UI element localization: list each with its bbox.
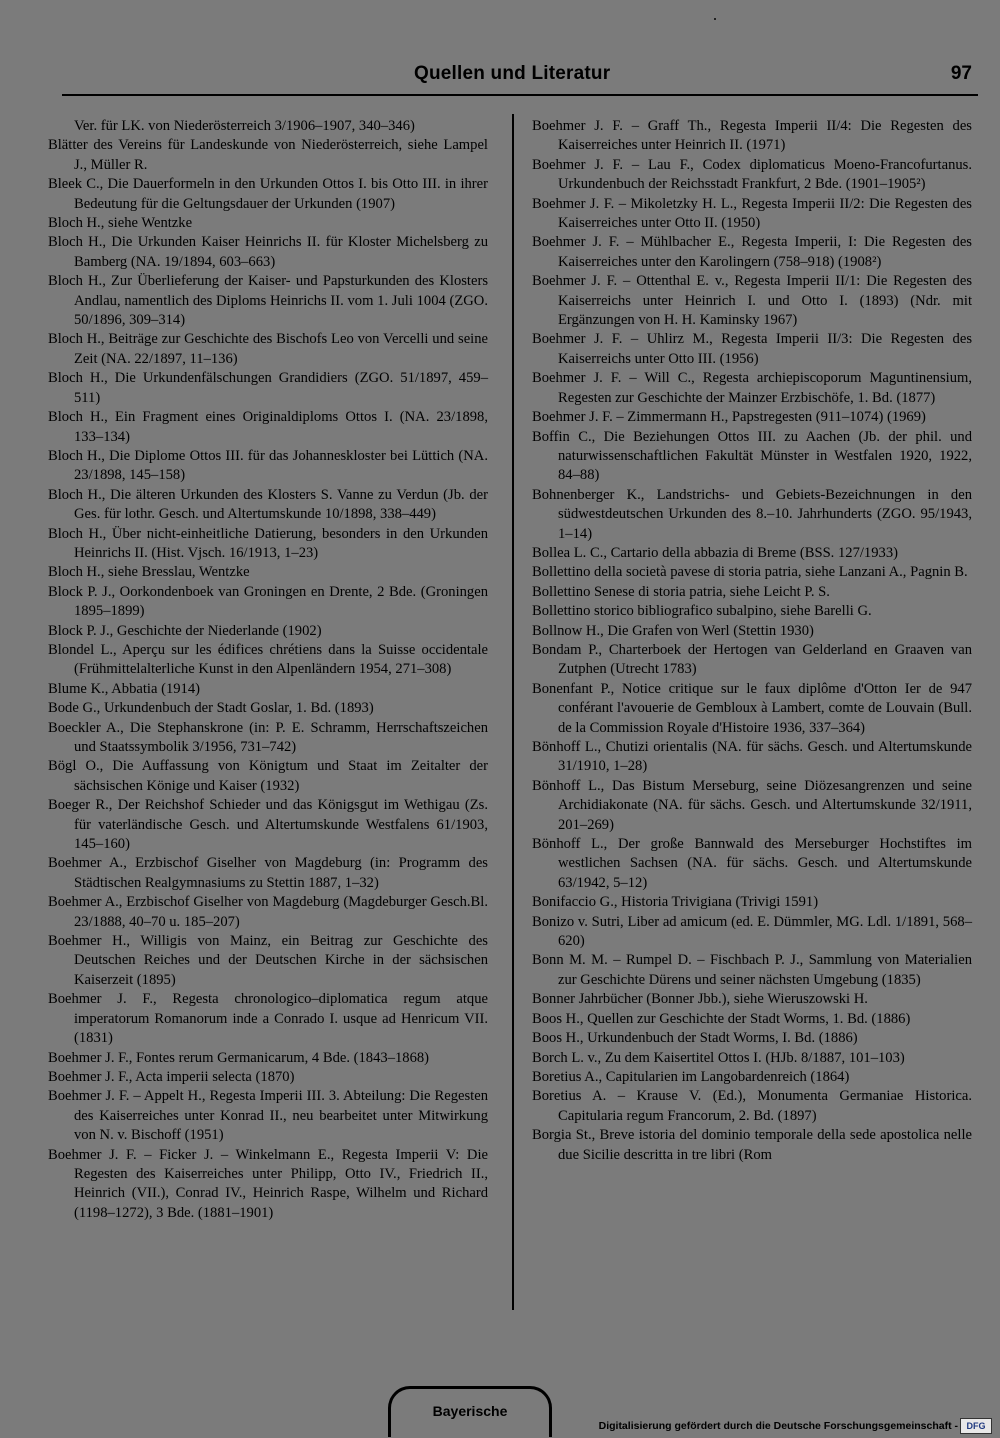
bibliography-entry: Bloch H., Über nicht-einheitliche Datierung, besonders in den Urkunden Heinrichs II. (Hist. Vjsch. 16/1913, 1–23) <box>48 525 488 561</box>
bibliography-entry: Boehmer J. F. – Mikoletzky H. L., Regesta Imperii II/2: Die Regesten des Kaiserreiches unter Otto II. (1950) <box>532 195 972 232</box>
bibliography-entry: Ver. für LK. von Niederösterreich 3/1906–1907, 340–346) <box>74 118 415 134</box>
right-column <box>532 117 972 1165</box>
bibliography-entry: Bönhoff L., Das Bistum Merseburg, seine Diözesangrenzen und seine Archidiakonate (NA. für sächs. Gesch. und Altertumskunde 32/1911, 201–269) <box>532 777 972 833</box>
bibliography-entry: Bollettino Senese di storia patria, siehe Leicht P. S. <box>532 583 830 600</box>
bibliography-entry: Bonner Jahrbücher (Bonner Jbb.), siehe Wieruszowski H. <box>532 991 868 1008</box>
bibliography-entry: Boehmer J. F. – Graff Th., Regesta Imperii II/4: Die Regesten des Kaiserreiches unter Heinrich II. (1971) <box>532 118 972 154</box>
bibliography-entry: Boehmer J. F. – Ficker J. – Winkelmann E., Regesta Imperii V: Die Regesten des Kaiserreiches unter Philipp, Otto IV., Friedrich II., Heinrich (VII.), Conrad IV., Heinrich Raspe, Wilhelm und Richard (1198–1272), 3 Bde. (1881–1901) <box>48 1146 488 1221</box>
bibliography-entry: Borgia St., Breve istoria del dominio temporale della sede apostolica nelle due Sicilie descritta in tre libri (Rom <box>532 1127 972 1163</box>
bibliography-entry: Boehmer J. F., Regesta chronologico–diplomatica regum atque imperatorum Romanorum inde a Conrado I. usque ad Henricum VII. (1831) <box>48 991 488 1047</box>
bibliography-entry: Boehmer J. F. – Will C., Regesta archiepiscoporum Maguntinensium, Regesten zur Geschichte der Mainzer Erzbischöfe, 1. Bd. (1877) <box>532 370 972 406</box>
bibliography-entry: Boretius A., Capitularien im Langobardenreich (1864) <box>532 1068 850 1085</box>
bibliography-entry: Bloch H., Ein Fragment eines Originaldiploms Ottos I. (NA. 23/1898, 133–134) <box>48 409 488 445</box>
scan-speck <box>714 18 716 20</box>
page-number: 97 <box>950 63 972 84</box>
bibliography-entry: Bonizo v. Sutri, Liber ad amicum (ed. E. Dümmler, MG. Ldl. 1/1891, 568–620) <box>532 913 972 950</box>
bibliography-entry: Boehmer J. F. – Lau F., Codex diplomaticus Moeno-Francofurtanus. Urkundenbuch der Reichsstadt Frankfurt, 2 Bde. (1901–1905²) <box>532 156 972 193</box>
column-divider <box>512 114 514 1310</box>
bibliography-entry: Boehmer J. F. – Uhlirz M., Regesta Imperii II/3: Die Regesten des Kaiserreichs unter Otto III. (1956) <box>532 331 972 367</box>
bibliography-entry: Bollnow H., Die Grafen von Werl (Stettin 1930) <box>532 622 814 639</box>
bibliography-entry: Block P. J., Geschichte der Niederlande (1902) <box>48 622 322 639</box>
bibliography-entry: Bloch H., siehe Wentzke <box>48 215 193 232</box>
bibliography-entry: Blondel L., Aperçu sur les édifices chrétiens dans la Suisse occidentale (Frühmittelalterliche Kunst in den Alpenländern 1954, 271–308) <box>48 641 488 678</box>
bibliography-entry: Bloch H., Die Urkundenfälschungen Grandidiers (ZGO. 51/1897, 459–511) <box>48 370 488 406</box>
bibliography-entry: Bleek C., Die Dauerformeln in den Urkunden Ottos I. bis Otto III. in ihrer Bedeutung für die Geltungsdauer der Urkunden (1907) <box>48 176 488 212</box>
stamp-label: Bayerische <box>432 1403 508 1419</box>
bibliography-entry: Boehmer A., Erzbischof Giselher von Magdeburg (Magdeburger Gesch.Bl. 23/1888, 40–70 u. 185–207) <box>48 894 488 930</box>
dfg-logo: DFG <box>960 1418 992 1434</box>
bibliography-entry: Boehmer J. F. – Appelt H., Regesta Imperii III. 3. Abteilung: Die Regesten des Kaiserreiches unter Konrad II., neu bearbeitet unter Mitwirkung von N. v. Bischoff (1951) <box>48 1088 488 1144</box>
bibliography-entry: Block P. J., Oorkondenboek van Groningen en Drente, 2 Bde. (Groningen 1895–1899) <box>48 583 488 620</box>
bibliography-entry: Blätter des Vereins für Landeskunde von Niederösterreich, siehe Lampel J., Müller R. <box>48 137 488 173</box>
bibliography-entry: Bollettino della società pavese di storia patria, siehe Lanzani A., Pagnin B. <box>532 564 968 581</box>
bibliography-entry: Bloch H., siehe Bresslau, Wentzke <box>48 564 250 581</box>
bibliography-entry: Boehmer J. F., Acta imperii selecta (1870) <box>48 1068 295 1085</box>
bibliography-entry: Boffin C., Die Beziehungen Ottos III. zu Aachen (Jb. der phil. und naturwissenschaftlichen Fakultät Münster in Westfalen 1920, 1922, 84–88) <box>532 428 972 484</box>
bibliography-entry: Bögl O., Die Auffassung von Königtum und Staat im Zeitalter der sächsischen Könige und Kaiser (1932) <box>48 758 488 794</box>
bibliography-entry: Borch L. v., Zu dem Kaisertitel Ottos I. (HJb. 8/1887, 101–103) <box>532 1049 905 1066</box>
bibliography-entry: Boehmer J. F. – Ottenthal E. v., Regesta Imperii II/1: Die Regesten des Kaiserreichs unter Heinrich I. und Otto I. (1893) (Ndr. mit Ergänzungen von H. H. Kaminsky 1967) <box>532 273 972 329</box>
bibliography-entry: Boehmer H., Willigis von Mainz, ein Beitrag zur Geschichte des Deutschen Reiches und der Deutschen Kirche in der sächsischen Kaiserzeit (1895) <box>48 933 488 988</box>
digitization-footer: Digitalisierung gefördert durch die Deutsche Forschungsgemeinschaft - <box>598 1420 958 1432</box>
bibliography-entry: Boehmer J. F., Fontes rerum Germanicarum, 4 Bde. (1843–1868) <box>48 1049 430 1066</box>
bibliography-entry: Bollea L. C., Cartario della abbazia di Breme (BSS. 127/1933) <box>532 544 898 561</box>
bibliography-entry: Boehmer J. F. – Mühlbacher E., Regesta Imperii, I: Die Regesten des Kaiserreiches unter den Karolingern (758–918) (1908²) <box>532 234 972 270</box>
bibliography-entry: Bonenfant P., Notice critique sur le faux diplôme d'Otton Ier de 947 conférant l'avouerie de Gembloux à Lambert, comte de Louvain (Bull. de la Commission Royale d'Histoire 1936, 337–364) <box>532 680 972 736</box>
bibliography-entry: Bonn M. M. – Rumpel D. – Fischbach P. J., Sammlung von Materialien zur Geschichte Dürens und seiner nächsten Umgebung (1835) <box>532 952 972 988</box>
bibliography-entry: Bondam P., Charterboek der Hertogen van Gelderland en Graaven van Zutphen (Utrecht 1783) <box>532 641 972 678</box>
bibliography-entry: Boos H., Quellen zur Geschichte der Stadt Worms, 1. Bd. (1886) <box>532 1010 911 1027</box>
bibliography-entry: Boehmer J. F. – Zimmermann H., Papstregesten (911–1074) (1969) <box>532 409 926 426</box>
bibliography-entry: Boehmer A., Erzbischof Giselher von Magdeburg (in: Programm des Städtischen Realgymnasiums zu Stettin 1887, 1–32) <box>48 855 488 891</box>
bibliography-entry: Boretius A. – Krause V. (Ed.), Monumenta Germaniae Historica. Capitularia regum Francorum, 2. Bd. (1897) <box>532 1088 972 1124</box>
bibliography-entry: Bonifaccio G., Historia Trivigiana (Trivigi 1591) <box>532 894 819 911</box>
bibliography-entry: Bönhoff L., Chutizi orientalis (NA. für sächs. Gesch. und Altertumskunde 31/1910, 1–28) <box>532 739 972 775</box>
left-column <box>48 117 488 1223</box>
bibliography-entry: Bloch H., Die älteren Urkunden des Klosters S. Vanne zu Verdun (Jb. der Ges. für lothr. Gesch. und Altertumskunde 10/1898, 338–449) <box>48 486 488 523</box>
bibliography-entry: Bloch H., Die Urkunden Kaiser Heinrichs II. für Kloster Michelsberg zu Bamberg (NA. 19/1894, 603–663) <box>48 234 488 270</box>
bibliography-entry: Boeger R., Der Reichshof Schieder und das Königsgut im Wethigau (Zs. für vaterländische Gesch. und Altertumskunde Westfalens 61/1903, 145–160) <box>48 797 488 853</box>
bibliography-entry: Boeckler A., Die Stephanskrone (in: P. E. Schramm, Herrschaftszeichen und Staatssymbolik 3/1956, 731–742) <box>48 719 488 755</box>
bibliography-entry: Bode G., Urkundenbuch der Stadt Goslar, 1. Bd. (1893) <box>48 700 374 717</box>
page-title: Quellen und Literatur <box>414 63 611 84</box>
bibliography-entry: Bloch H., Die Diplome Ottos III. für das Johanneskloster bei Lüttich (NA. 23/1898, 145–158) <box>48 447 488 484</box>
bibliography-entry: Bönhoff L., Der große Bannwald des Merseburger Hochstiftes im westlichen Sachsen (NA. für sächs. Gesch. und Altertumskunde 63/1942, 5–12) <box>532 836 972 891</box>
bibliography-entry: Bollettino storico bibliografico subalpino, siehe Barelli G. <box>532 603 872 620</box>
bibliography-entry: Bohnenberger K., Landstrichs- und Gebiets-Bezeichnungen in den südwestdeutschen Urkunden des 8.–10. Jahrhunderts (ZGO. 95/1943, 1–14) <box>532 486 972 542</box>
bibliography-entry: Blume K., Abbatia (1914) <box>48 680 200 697</box>
library-stamp <box>388 1386 552 1437</box>
bibliography-entry: Bloch H., Beiträge zur Geschichte des Bischofs Leo von Vercelli und seine Zeit (NA. 22/1897, 11–136) <box>48 331 488 367</box>
bibliography-entry: Boos H., Urkundenbuch der Stadt Worms, I. Bd. (1886) <box>532 1030 858 1047</box>
bibliography-entry: Bloch H., Zur Überlieferung der Kaiser- und Papsturkunden des Klosters Andlau, namentlich des Diploms Heinrichs II. vom 1. Juli 1004 (ZGO. 50/1896, 309–314) <box>48 273 488 329</box>
page-header <box>62 60 978 96</box>
